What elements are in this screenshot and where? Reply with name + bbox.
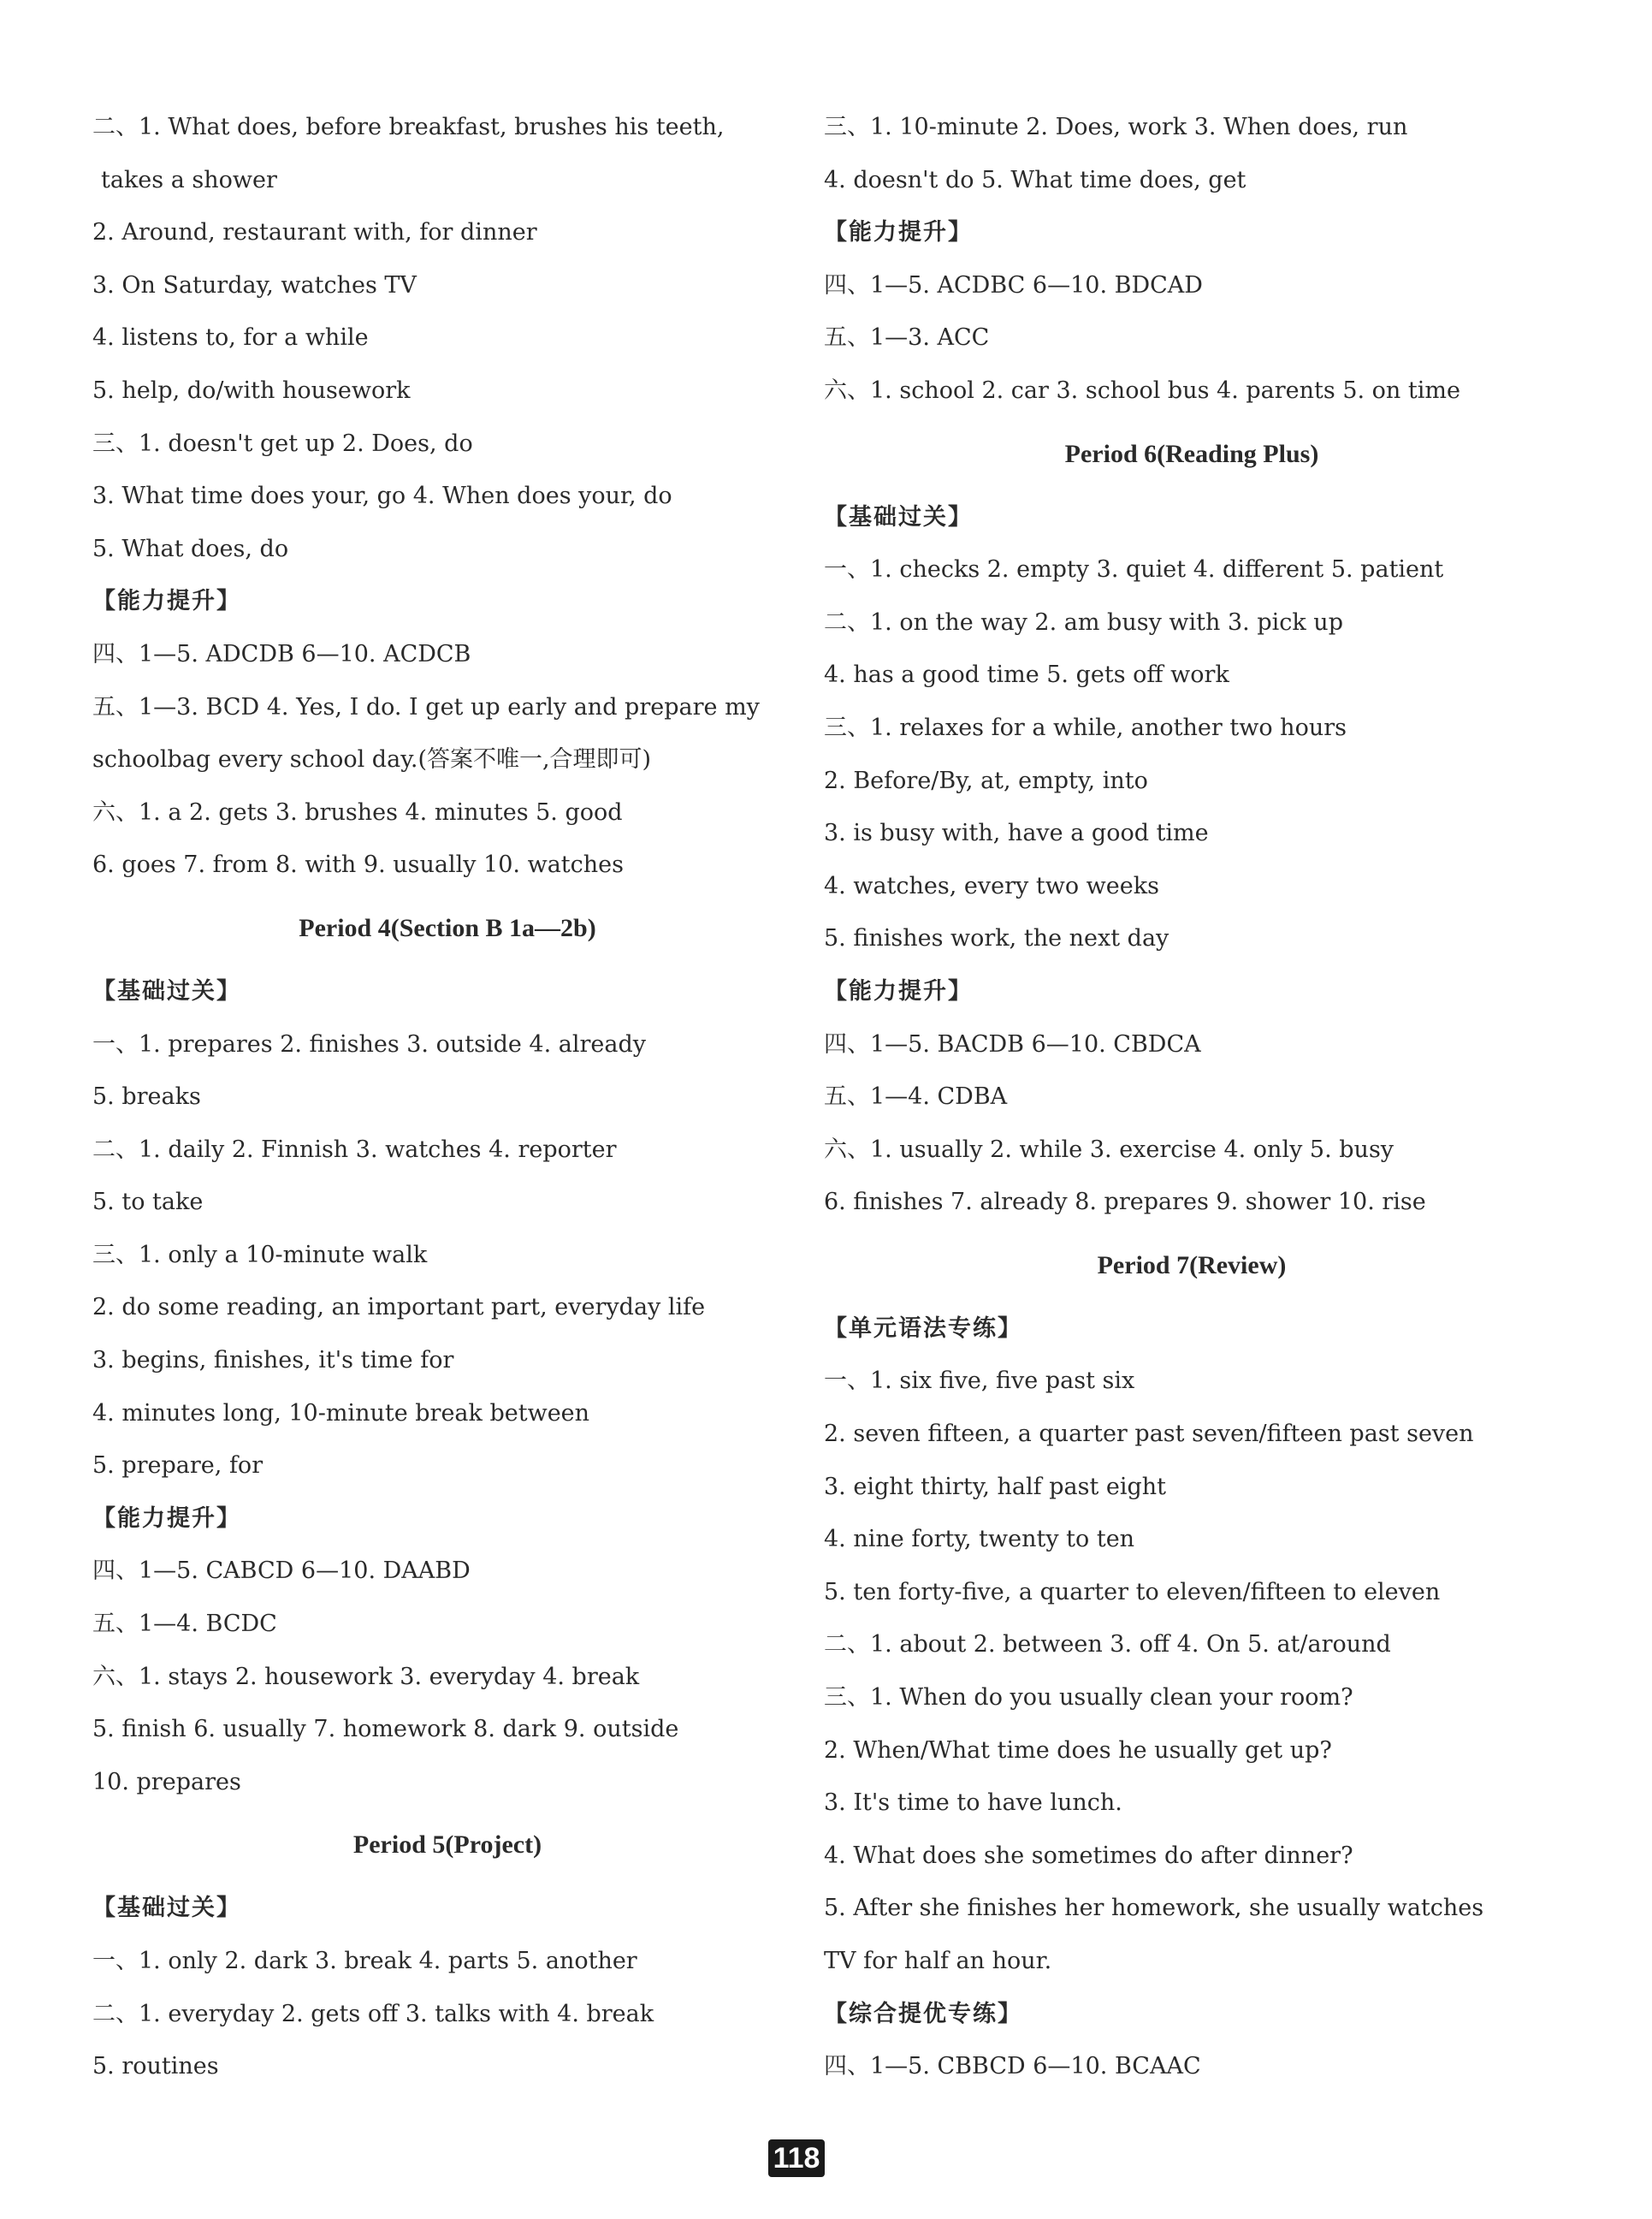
answer-line: 六、1. stays 2. housework 3. everyday 4. break — [92, 1663, 640, 1690]
answer-line: 5. to take — [92, 1189, 204, 1216]
answer-line: 一、1. only 2. dark 3. break 4. parts 5. another — [92, 1948, 637, 1974]
section-tag: 【能力提升】 — [92, 1504, 241, 1532]
answer-line: 一、1. six five, five past six — [824, 1368, 1135, 1395]
answer-line: 五、1—3. BCD 4. Yes, I do. I get up early and prepare my — [92, 693, 760, 721]
answer-line: 5. prepare, for — [92, 1452, 263, 1480]
answer-line: 4. minutes long, 10-minute break between — [92, 1399, 590, 1427]
section-heading: Period 5(Project) — [352, 1830, 542, 1860]
answer-line: 3. What time does your, go 4. When does your, do — [92, 483, 672, 510]
answer-line: 五、1—4. CDBA — [824, 1083, 1008, 1111]
answer-line: 四、1—5. ACDBC 6—10. BDCAD — [824, 271, 1203, 299]
answer-line: 四、1—5. ADCDB 6—10. ACDCB — [92, 640, 471, 667]
answer-line: 4. listens to, for a while — [92, 324, 369, 352]
answer-line: 5. After she finishes her homework, she usually watches — [824, 1895, 1484, 1922]
left-column — [92, 101, 802, 2093]
answer-line: 5. help, do/with housework — [92, 377, 411, 404]
answer-line: 四、1—5. CBBCD 6—10. BCAAC — [824, 2053, 1201, 2080]
section-tag: 【基础过关】 — [92, 1895, 241, 1922]
answer-line: 3. It's time to have lunch. — [824, 1789, 1122, 1817]
answer-line: 4. doesn't do 5. What time does, get — [824, 166, 1246, 193]
answer-line: 2. Before/By, at, empty, into — [824, 767, 1148, 794]
answer-line: 4. nine forty, twenty to ten — [824, 1526, 1135, 1553]
section-tag: 【能力提升】 — [824, 219, 973, 246]
section-tag: 【能力提升】 — [824, 977, 973, 1005]
section-heading: Period 6(Reading Plus) — [1064, 439, 1319, 468]
answer-line: schoolbag every school day.(答案不唯一,合理即可) — [92, 746, 652, 774]
answer-line: 5. What does, do — [92, 535, 289, 562]
answer-line: 二、1. about 2. between 3. off 4. On 5. at/around — [824, 1631, 1391, 1658]
section-tag: 【基础过关】 — [92, 977, 241, 1005]
section-tag: 【综合提优专练】 — [824, 2000, 1022, 2027]
answer-line: 3. On Saturday, watches TV — [92, 271, 417, 299]
answer-line: 四、1—5. CABCD 6—10. DAABD — [92, 1557, 471, 1585]
answer-line: 3. eight thirty, half past eight — [824, 1473, 1167, 1500]
answer-line: 六、1. a 2. gets 3. brushes 4. minutes 5. good — [92, 798, 623, 826]
answer-line: 二、1. What does, before breakfast, brushes his teeth, — [92, 114, 725, 140]
answer-line: 10. prepares — [92, 1768, 241, 1795]
answer-line: TV for half an hour. — [824, 1948, 1052, 1974]
answer-line: 6. goes 7. from 8. with 9. usually 10. watches — [92, 851, 624, 879]
answer-line: 四、1—5. BACDB 6—10. CBDCA — [824, 1030, 1201, 1058]
section-heading: Period 4(Section B 1a—2b) — [299, 913, 596, 942]
answer-line: 一、1. prepares 2. finishes 3. outside 4. already — [92, 1030, 647, 1058]
answer-line: 3. is busy with, have a good time — [824, 820, 1209, 847]
answer-line: 三、1. 10-minute 2. Does, work 3. When does, run — [824, 114, 1408, 140]
right-column — [824, 101, 1560, 2093]
answer-line: 三、1. only a 10-minute walk — [92, 1241, 428, 1268]
answer-line: 6. finishes 7. already 8. prepares 9. shower 10. rise — [824, 1189, 1426, 1216]
answer-line: 5. routines — [92, 2053, 219, 2080]
answer-line: 二、1. on the way 2. am busy with 3. pick up — [824, 608, 1343, 636]
answer-line: 5. finish 6. usually 7. homework 8. dark 9. outside — [92, 1716, 679, 1743]
answer-line: 5. finishes work, the next day — [824, 925, 1169, 952]
answer-line: 2. do some reading, an important part, everyday life — [92, 1294, 706, 1321]
answer-line: 三、1. relaxes for a while, another two hours — [824, 714, 1347, 741]
answer-line: takes a shower — [101, 166, 277, 193]
section-tag: 【基础过关】 — [824, 503, 973, 531]
section-tag: 【能力提升】 — [92, 588, 241, 615]
answer-line: 5. ten forty-five, a quarter to eleven/fifteen to eleven — [824, 1578, 1441, 1605]
answer-line: 5. breaks — [92, 1083, 201, 1111]
answer-line: 2. Around, restaurant with, for dinner — [92, 219, 537, 246]
answer-line: 4. watches, every two weeks — [824, 872, 1159, 899]
answer-line: 4. has a good time 5. gets off work — [824, 662, 1229, 689]
section-heading: Period 7(Review) — [1097, 1250, 1287, 1279]
page-number: 118 — [768, 2139, 825, 2177]
answer-line: 4. What does she sometimes do after dinner? — [824, 1842, 1353, 1869]
answer-line: 五、1—4. BCDC — [92, 1611, 277, 1638]
answer-line: 2. When/What time does he usually get up? — [824, 1736, 1332, 1764]
answer-line: 三、1. When do you usually clean your room? — [824, 1684, 1353, 1712]
answer-line: 三、1. doesn't get up 2. Does, do — [92, 430, 473, 457]
answer-line: 3. begins, finishes, it's time for — [92, 1347, 454, 1374]
answer-line: 一、1. checks 2. empty 3. quiet 4. different 5. patient — [824, 556, 1444, 584]
section-tag: 【单元语法专练】 — [824, 1314, 1022, 1342]
answer-line: 2. seven fifteen, a quarter past seven/fifteen past seven — [824, 1421, 1474, 1448]
answer-line: 五、1—3. ACC — [824, 324, 990, 352]
answer-line: 二、1. everyday 2. gets off 3. talks with 4. break — [92, 2000, 654, 2027]
answer-line: 六、1. school 2. car 3. school bus 4. parents 5. on time — [824, 377, 1460, 404]
answer-line: 二、1. daily 2. Finnish 3. watches 4. reporter — [92, 1136, 617, 1163]
answer-line: 六、1. usually 2. while 3. exercise 4. only 5. busy — [824, 1136, 1394, 1163]
